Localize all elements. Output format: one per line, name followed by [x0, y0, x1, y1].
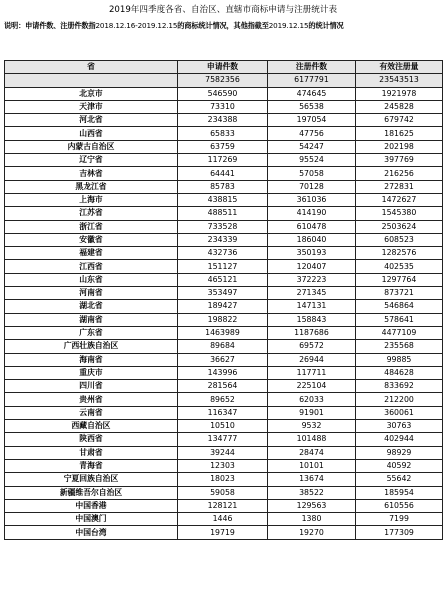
- cell-valid-registrations: 177309: [356, 526, 443, 539]
- cell-province: 天津市: [5, 100, 178, 113]
- table-row: [5, 207, 443, 220]
- cell-province: 陕西省: [5, 433, 178, 446]
- cell-valid-registrations: 1297764: [356, 273, 443, 286]
- cell-valid-registrations: 272831: [356, 180, 443, 193]
- cell-valid-registrations: 4477109: [356, 326, 443, 339]
- cell-applications: 59058: [178, 486, 268, 499]
- cell-applications: 151127: [178, 260, 268, 273]
- table-row: [5, 154, 443, 167]
- cell-applications: 36627: [178, 353, 268, 366]
- cell-applications: 64441: [178, 167, 268, 180]
- table-row: [5, 167, 443, 180]
- cell-applications: 18023: [178, 473, 268, 486]
- cell-province: 新疆维吾尔自治区: [5, 486, 178, 499]
- cell-province: 云南省: [5, 406, 178, 419]
- table-row: [5, 326, 443, 339]
- total-registrations: 6177791: [268, 74, 356, 87]
- cell-valid-registrations: 402535: [356, 260, 443, 273]
- cell-applications: 281564: [178, 380, 268, 393]
- cell-applications: 189427: [178, 300, 268, 313]
- cell-registrations: 10101: [268, 459, 356, 472]
- cell-registrations: 70128: [268, 180, 356, 193]
- cell-applications: 89652: [178, 393, 268, 406]
- cell-province: 中国香港: [5, 499, 178, 512]
- header-applications: 申请件数: [178, 61, 268, 74]
- cell-province: 四川省: [5, 380, 178, 393]
- cell-applications: 198822: [178, 313, 268, 326]
- cell-applications: 733528: [178, 220, 268, 233]
- cell-province: 山东省: [5, 273, 178, 286]
- cell-registrations: 9532: [268, 420, 356, 433]
- cell-province: 湖南省: [5, 313, 178, 326]
- cell-registrations: 271345: [268, 287, 356, 300]
- table-row: [5, 420, 443, 433]
- table-row: [5, 233, 443, 246]
- cell-applications: 546590: [178, 87, 268, 100]
- cell-valid-registrations: 7199: [356, 513, 443, 526]
- cell-registrations: 95524: [268, 154, 356, 167]
- table-row: [5, 100, 443, 113]
- note-date-end: 2019.12.15: [268, 21, 309, 30]
- cell-applications: 143996: [178, 366, 268, 379]
- cell-valid-registrations: 610556: [356, 499, 443, 512]
- cell-registrations: 13674: [268, 473, 356, 486]
- cell-province: 广西壮族自治区: [5, 340, 178, 353]
- cell-applications: 65833: [178, 127, 268, 140]
- table-row: [5, 313, 443, 326]
- cell-province: 海南省: [5, 353, 178, 366]
- cell-applications: 85783: [178, 180, 268, 193]
- cell-applications: 234339: [178, 233, 268, 246]
- table-row: [5, 526, 443, 539]
- table-row: [5, 446, 443, 459]
- header-province: 省: [5, 61, 178, 74]
- cell-registrations: 129563: [268, 499, 356, 512]
- cell-applications: 89684: [178, 340, 268, 353]
- table-row: [5, 473, 443, 486]
- cell-province: 江苏省: [5, 207, 178, 220]
- cell-registrations: 1380: [268, 513, 356, 526]
- cell-province: 黑龙江省: [5, 180, 178, 193]
- cell-registrations: 101488: [268, 433, 356, 446]
- cell-registrations: 91901: [268, 406, 356, 419]
- header-registrations: 注册件数: [268, 61, 356, 74]
- cell-registrations: 372223: [268, 273, 356, 286]
- cell-valid-registrations: 216256: [356, 167, 443, 180]
- cell-registrations: 69572: [268, 340, 356, 353]
- cell-registrations: 120407: [268, 260, 356, 273]
- table-row: [5, 486, 443, 499]
- cell-applications: 12303: [178, 459, 268, 472]
- cell-applications: 134777: [178, 433, 268, 446]
- cell-registrations: 62033: [268, 393, 356, 406]
- cell-valid-registrations: 1545380: [356, 207, 443, 220]
- cell-registrations: 610478: [268, 220, 356, 233]
- cell-registrations: 56538: [268, 100, 356, 113]
- cell-registrations: 350193: [268, 247, 356, 260]
- cell-applications: 234388: [178, 114, 268, 127]
- cell-applications: 432736: [178, 247, 268, 260]
- total-label: [5, 74, 178, 87]
- cell-valid-registrations: 40592: [356, 459, 443, 472]
- cell-province: 河北省: [5, 114, 178, 127]
- cell-applications: 128121: [178, 499, 268, 512]
- table-row: [5, 273, 443, 286]
- cell-registrations: 28474: [268, 446, 356, 459]
- cell-province: 甘肃省: [5, 446, 178, 459]
- cell-province: 山西省: [5, 127, 178, 140]
- cell-valid-registrations: 402944: [356, 433, 443, 446]
- table-body: [5, 74, 443, 539]
- cell-province: 浙江省: [5, 220, 178, 233]
- table-row: [5, 366, 443, 379]
- cell-valid-registrations: 181625: [356, 127, 443, 140]
- cell-valid-registrations: 202198: [356, 140, 443, 153]
- cell-valid-registrations: 833692: [356, 380, 443, 393]
- cell-applications: 465121: [178, 273, 268, 286]
- cell-registrations: 57058: [268, 167, 356, 180]
- cell-applications: 116347: [178, 406, 268, 419]
- cell-valid-registrations: 578641: [356, 313, 443, 326]
- total-row: [5, 74, 443, 87]
- cell-valid-registrations: 679742: [356, 114, 443, 127]
- cell-province: 福建省: [5, 247, 178, 260]
- cell-valid-registrations: 2503624: [356, 220, 443, 233]
- cell-valid-registrations: 484628: [356, 366, 443, 379]
- cell-registrations: 225104: [268, 380, 356, 393]
- cell-valid-registrations: 99885: [356, 353, 443, 366]
- cell-applications: 10510: [178, 420, 268, 433]
- note-suffix: 的统计情况: [308, 21, 344, 30]
- explanation-note: [4, 20, 444, 32]
- table-row: [5, 433, 443, 446]
- cell-valid-registrations: 873721: [356, 287, 443, 300]
- cell-valid-registrations: 235568: [356, 340, 443, 353]
- table-row: [5, 380, 443, 393]
- table-row: [5, 247, 443, 260]
- cell-valid-registrations: 546864: [356, 300, 443, 313]
- cell-province: 青海省: [5, 459, 178, 472]
- cell-valid-registrations: 212200: [356, 393, 443, 406]
- cell-province: 广东省: [5, 326, 178, 339]
- cell-applications: 438815: [178, 193, 268, 206]
- cell-province: 重庆市: [5, 366, 178, 379]
- cell-province: 西藏自治区: [5, 420, 178, 433]
- cell-registrations: 117711: [268, 366, 356, 379]
- cell-province: 湖北省: [5, 300, 178, 313]
- cell-valid-registrations: 55642: [356, 473, 443, 486]
- table-row: [5, 300, 443, 313]
- cell-valid-registrations: 30763: [356, 420, 443, 433]
- cell-registrations: 186040: [268, 233, 356, 246]
- total-valid: 23543513: [356, 74, 443, 87]
- note-date-range: 2018.12.16-2019.12.15: [95, 21, 178, 30]
- cell-valid-registrations: 1472627: [356, 193, 443, 206]
- cell-registrations: 19270: [268, 526, 356, 539]
- cell-registrations: 147131: [268, 300, 356, 313]
- cell-applications: 1446: [178, 513, 268, 526]
- cell-province: 贵州省: [5, 393, 178, 406]
- cell-province: 辽宁省: [5, 154, 178, 167]
- header-valid-registrations: 有效注册量: [356, 61, 443, 74]
- table-row: [5, 193, 443, 206]
- cell-valid-registrations: 360061: [356, 406, 443, 419]
- cell-registrations: 414190: [268, 207, 356, 220]
- cell-province: 安徽省: [5, 233, 178, 246]
- trademark-stats-table: [4, 60, 443, 540]
- cell-registrations: 38522: [268, 486, 356, 499]
- cell-applications: 1463989: [178, 326, 268, 339]
- table-row: [5, 459, 443, 472]
- table-row: [5, 287, 443, 300]
- cell-province: 中国澳门: [5, 513, 178, 526]
- cell-province: 江西省: [5, 260, 178, 273]
- table-row: [5, 513, 443, 526]
- cell-registrations: 474645: [268, 87, 356, 100]
- table-row: [5, 353, 443, 366]
- cell-applications: 488511: [178, 207, 268, 220]
- cell-valid-registrations: 1921978: [356, 87, 443, 100]
- cell-registrations: 26944: [268, 353, 356, 366]
- cell-province: 上海市: [5, 193, 178, 206]
- cell-province: 吉林省: [5, 167, 178, 180]
- table-row: [5, 406, 443, 419]
- cell-applications: 117269: [178, 154, 268, 167]
- table-row: [5, 140, 443, 153]
- cell-registrations: 158843: [268, 313, 356, 326]
- cell-valid-registrations: 185954: [356, 486, 443, 499]
- table-row: [5, 220, 443, 233]
- table-row: [5, 180, 443, 193]
- cell-registrations: 47756: [268, 127, 356, 140]
- cell-applications: 39244: [178, 446, 268, 459]
- table-row: [5, 87, 443, 100]
- cell-valid-registrations: 397769: [356, 154, 443, 167]
- cell-applications: 63759: [178, 140, 268, 153]
- cell-registrations: 54247: [268, 140, 356, 153]
- cell-valid-registrations: 98929: [356, 446, 443, 459]
- table-header-row: [5, 61, 443, 74]
- cell-applications: 73310: [178, 100, 268, 113]
- cell-province: 宁夏回族自治区: [5, 473, 178, 486]
- cell-province: 河南省: [5, 287, 178, 300]
- table-row: [5, 340, 443, 353]
- cell-applications: 353497: [178, 287, 268, 300]
- cell-registrations: 197054: [268, 114, 356, 127]
- cell-valid-registrations: 245828: [356, 100, 443, 113]
- note-middle: 的商标统计情况，其他指截至: [177, 21, 269, 30]
- table-row: [5, 127, 443, 140]
- cell-province: 中国台湾: [5, 526, 178, 539]
- table-row: [5, 393, 443, 406]
- cell-valid-registrations: 608523: [356, 233, 443, 246]
- document-title: 2019年四季度各省、自治区、直辖市商标申请与注册统计表: [108, 5, 338, 15]
- cell-applications: 19719: [178, 526, 268, 539]
- cell-registrations: 1187686: [268, 326, 356, 339]
- table-row: [5, 499, 443, 512]
- note-prefix: 说明：申请件数、注册件数指: [4, 21, 96, 30]
- table-row: [5, 260, 443, 273]
- cell-valid-registrations: 1282576: [356, 247, 443, 260]
- cell-registrations: 361036: [268, 193, 356, 206]
- cell-province: 北京市: [5, 87, 178, 100]
- total-applications: 7582356: [178, 74, 268, 87]
- table-row: [5, 114, 443, 127]
- cell-province: 内蒙古自治区: [5, 140, 178, 153]
